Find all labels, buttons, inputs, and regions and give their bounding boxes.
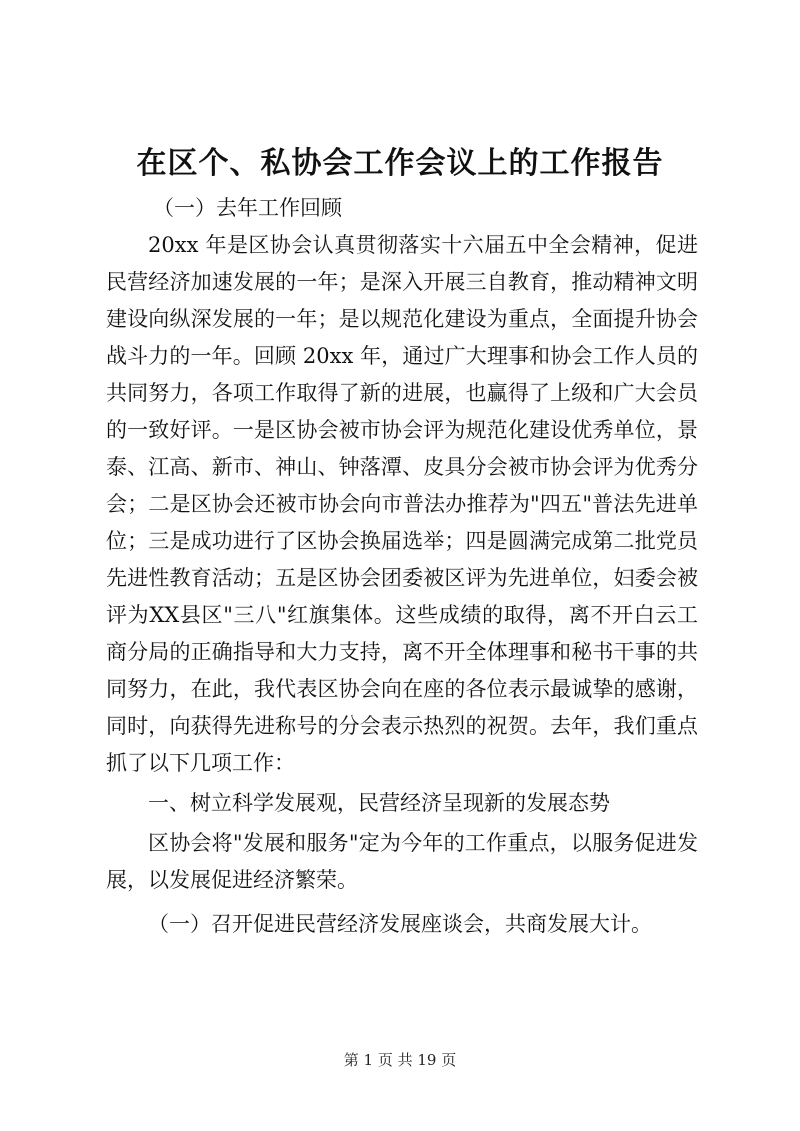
subsection-heading-forum: （一）召开促进民营经济发展座谈会，共商发展大计。	[148, 912, 652, 936]
document-title: 在区个、私协会工作会议上的工作报告	[136, 146, 664, 181]
page-footer: 第 1 页 共 19 页	[343, 1051, 457, 1069]
section-heading-development: 一、树立科学发展观，民营经济呈现新的发展态势	[148, 791, 610, 815]
section-heading-review: （一）去年工作回顾	[153, 196, 342, 220]
paragraph-review-summary: 20xx 年是区协会认真贯彻落实十六届五中全会精神，促进民营经济加速发展的一年；是深入开展三自教育，推动精神文明建设向纵深发展的一年；是以规范化建设为重点，全面提升协会战斗力的一年。回顾 20xx 年，通过广大理事和协会工作人员的共同努力，各项工作取得了新的进展，也赢得了上级和广大会员的一致好评。一是区协会被市协会评为规范化建设优秀单位，景泰、江高、新市、神山、钟落潭、皮具分会被市协会评为优秀分会；二是区协会还被市协会向市普法办推荐为"四五"普法先进单位；三是成功进行了区协会换届选举；四是圆满完成第二批党员先进性教育活动；五是区协会团委被区评为先进单位，妇委会被评为XX县区"三八"红旗集体。这些成绩的取得，离不开白云工商分局的正确指导和大力支持，离不开全体理事和秘书干事的共同努力，在此，我代表区协会向在座的各位表示最诚挚的感谢，同时，向获得先进称号的分会表示热烈的祝贺。去年，我们重点抓了以下几项工作：	[106, 233, 698, 775]
paragraph-development-focus: 区协会将"发展和服务"定为今年的工作重点，以服务促进发展，以发展促进经济繁荣。	[106, 831, 698, 892]
document-body	[106, 190, 698, 943]
